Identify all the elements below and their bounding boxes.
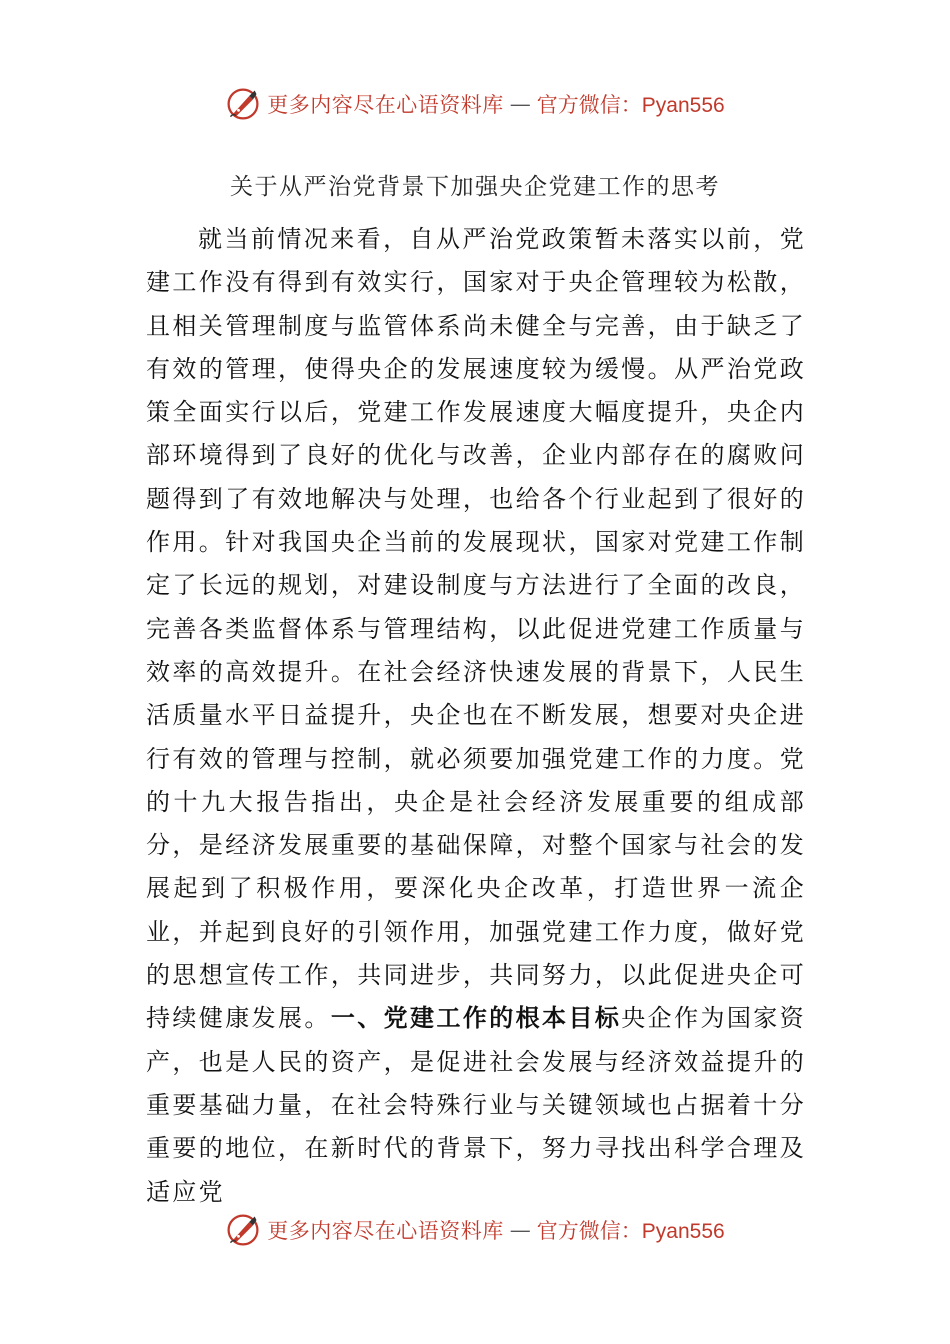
pen-nib-logo-icon bbox=[225, 86, 261, 122]
watermark-separator: — bbox=[509, 1218, 531, 1242]
paragraph-2-text: 央企作为国家资产，也是人民的资产，是促进社会发展与经济效益提升的重要基础力量，在社会特殊行业与关键领域也占据着十分重要的地位，在新时代的背景下，努力寻找出科学合理及适应党 bbox=[146, 1004, 806, 1206]
watermark-separator: — bbox=[509, 92, 531, 116]
paragraph-1-text: 就当前情况来看，自从严治党政策暂未落实以前，党建工作没有得到有效实行，国家对于央企管理较为松散，且相关管理制度与监管体系尚未健全与完善，由于缺乏了有效的管理，使得央企的发展速度较为缓慢。从严治党政策全面实行以后，党建工作发展速度大幅度提升，央企内部环境得到了良好的优化与改善，企业内部存在的腐败问题得到了有效地解决与处理，也给各个行业起到了很好的作用。针对我国央企当前的发展现状，国家对党建工作制定了长远的规划，对建设制度与方法进行了全面的改良，完善各类监督体系与管理结构，以此促进党建工作质量与效率的高效提升。在社会经济快速发展的背景下，人民生活质量水平日益提升，央企也在不断发展，想要对央企进行有效的管理与控制，就必须要加强党建工作的力度。党的十九大报告指出，央企是社会经济发展重要的组成部分，是经济发展重要的基础保障，对整个国家与社会的发展起到了积极作用，要深化央企改革，打造世界一流企业，并起到良好的引领作用，加强党建工作力度，做好党的思想宣传工作，共同进步，共同努力，以此促进央企可持续健康发展。 bbox=[146, 225, 806, 1033]
watermark-text: 更多内容尽在心语资料库 bbox=[267, 93, 504, 117]
watermark-contact: 官方微信：Pyan556 bbox=[536, 1220, 725, 1243]
watermark-text: 更多内容尽在心语资料库 bbox=[267, 1219, 504, 1243]
section-heading-1: 一、党建工作的根本目标 bbox=[330, 1004, 622, 1033]
watermark-contact: 官方微信：Pyan556 bbox=[536, 94, 725, 117]
body-paragraph bbox=[146, 218, 806, 1214]
watermark-footer bbox=[0, 1210, 950, 1250]
document-title: 关于从严治党背景下加强央企党建工作的思考 bbox=[230, 174, 720, 200]
watermark-header bbox=[0, 84, 950, 124]
pen-nib-logo-icon bbox=[225, 1212, 261, 1248]
document-body bbox=[146, 218, 806, 1206]
